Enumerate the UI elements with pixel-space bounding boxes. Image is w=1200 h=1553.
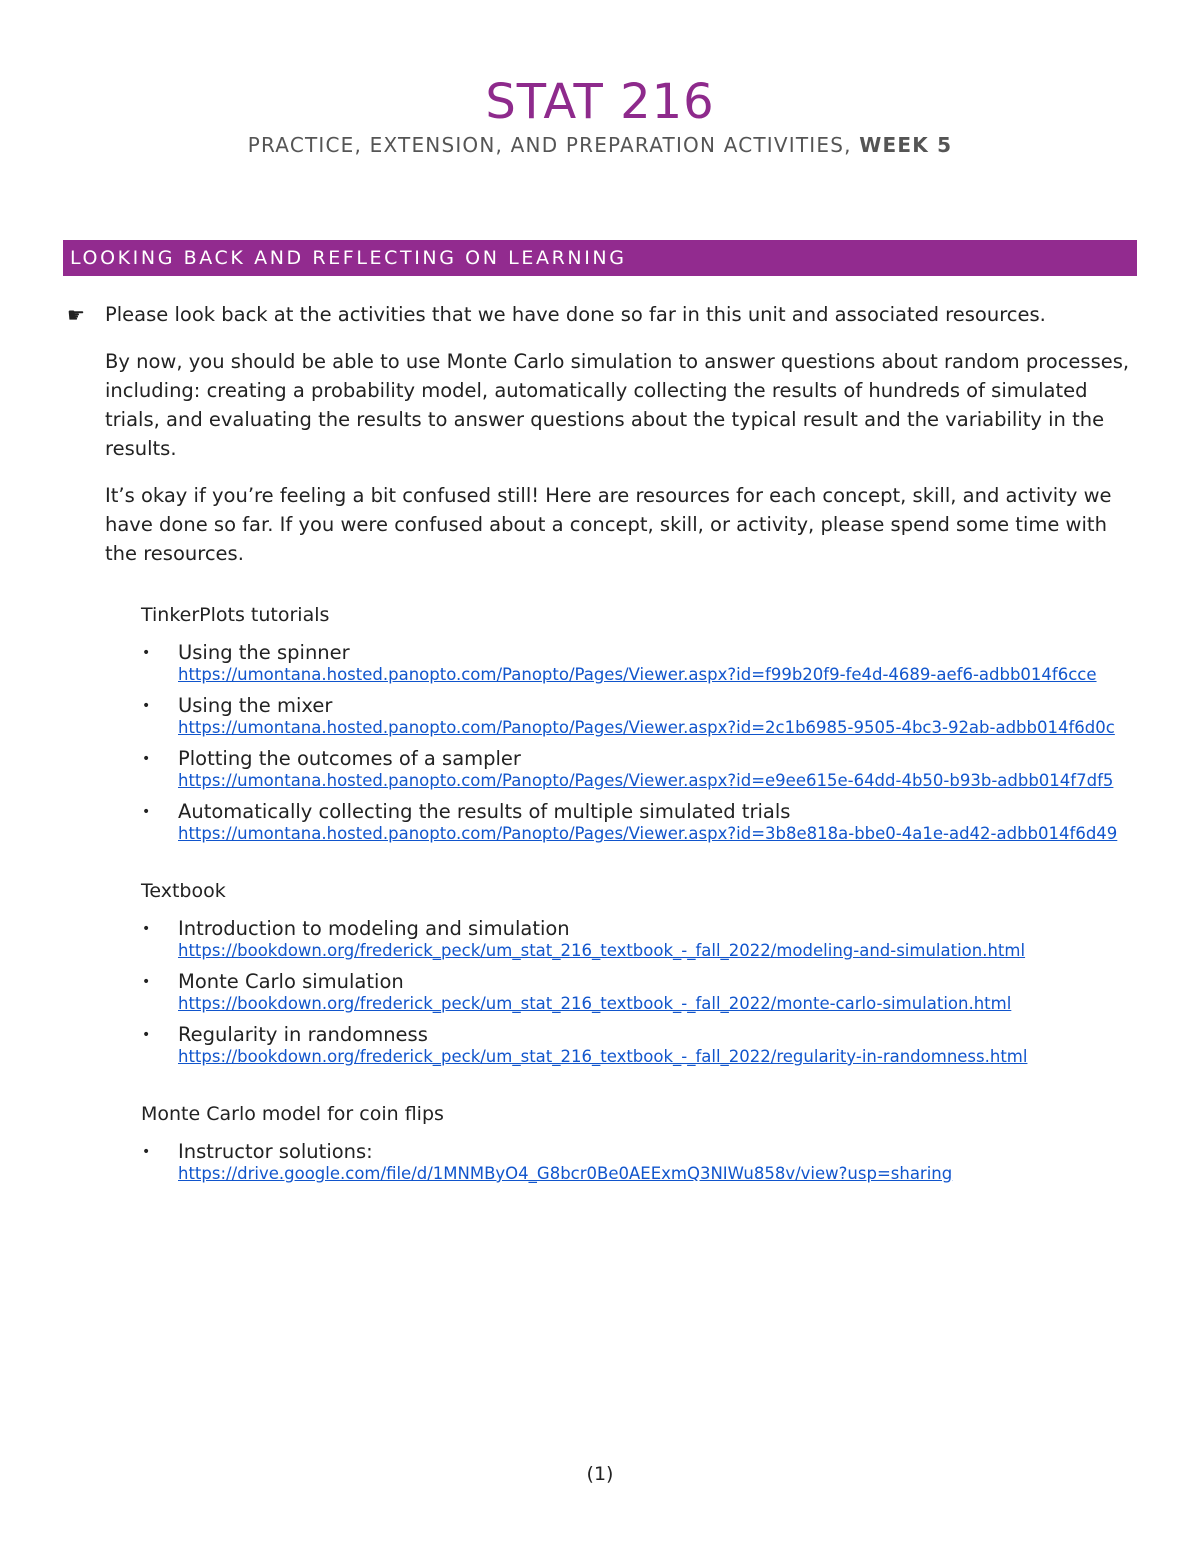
bullet-icon: • [142,1027,151,1043]
resource-link[interactable]: https://bookdown.org/frederick_peck/um_stat_216_textbook_-_fall_2022/modeling-and-simulation.html [178,941,1026,960]
paragraph-monte-carlo: By now, you should be able to use Monte Carlo simulation to answer questions about random processes, including: creating a probability model, automatically collecting the results of hundreds of simulated trials, and evaluating the results to answer questions about the typical result and the variability in the results. [105,350,1130,460]
bullet-icon: • [142,751,151,767]
bullet-icon: • [142,645,151,661]
list-item [142,1140,1137,1184]
list-item [142,800,1137,844]
section-heading-bar [63,240,1137,276]
paragraph-resources: It’s okay if you’re feeling a bit confused still! Here are resources for each concept, skill, and activity we have done so far. If you were confused about a concept, skill, or activity, please spend some time with the resources. [105,484,1112,565]
resource-link[interactable]: https://drive.google.com/file/d/1MNMByO4_G8bcr0Be0AEExmQ3NIWu858v/view?usp=sharing [178,1164,953,1183]
list-item [142,694,1137,738]
group-heading-tinkerplots: TinkerPlots tutorials [141,604,330,626]
resource-label: Instructor solutions: [178,1140,373,1163]
section-content [63,300,1137,1194]
list-item [142,641,1137,685]
tinkerplots-list [63,642,1137,844]
bullet-icon: • [142,1144,151,1160]
group-heading-coin-flips: Monte Carlo model for coin flips [141,1103,444,1125]
resource-label: Introduction to modeling and simulation [178,917,570,940]
resource-label: Regularity in randomness [178,1023,428,1046]
bullet-icon: • [142,804,151,820]
resource-label: Plotting the outcomes of a sampler [178,747,521,770]
bullet-icon: • [142,698,151,714]
resource-link[interactable]: https://umontana.hosted.panopto.com/Panopto/Pages/Viewer.aspx?id=e9ee615e-64dd-4b50-b93b-adbb014f7df5 [178,771,1114,790]
resource-label: Using the mixer [178,694,333,717]
list-item [142,747,1137,791]
list-item [142,917,1137,961]
list-item [142,1023,1137,1067]
resource-link[interactable]: https://bookdown.org/frederick_peck/um_stat_216_textbook_-_fall_2022/regularity-in-randomness.html [178,1047,1028,1066]
textbook-list [63,918,1137,1067]
bullet-icon: • [142,974,151,990]
group-heading-textbook: Textbook [141,880,226,902]
list-item [142,970,1137,1014]
resource-label: Using the spinner [178,641,350,664]
resource-link[interactable]: https://umontana.hosted.panopto.com/Panopto/Pages/Viewer.aspx?id=2c1b6985-9505-4bc3-92ab-adbb014f6d0c [178,718,1115,737]
subtitle-prefix: PRACTICE, EXTENSION, AND PREPARATION ACTIVITIES, [247,133,852,157]
bullet-icon: • [142,921,151,937]
resource-label: Automatically collecting the results of multiple simulated trials [178,800,791,823]
document-subtitle [0,132,1200,158]
lead-paragraph [63,300,1137,329]
subtitle-week: WEEK 5 [859,133,953,157]
document-title: STAT 216 [485,74,715,130]
pointing-hand-icon: ☛ [67,303,85,327]
resource-link[interactable]: https://bookdown.org/frederick_peck/um_stat_216_textbook_-_fall_2022/monte-carlo-simulation.html [178,994,1012,1013]
page-number: (1) [586,1463,614,1485]
lead-text: Please look back at the activities that we have done so far in this unit and associated resources. [105,303,1046,326]
resource-link[interactable]: https://umontana.hosted.panopto.com/Panopto/Pages/Viewer.aspx?id=f99b20f9-fe4d-4689-aef6-adbb014f6cce [178,665,1097,684]
resource-label: Monte Carlo simulation [178,970,404,993]
resource-link[interactable]: https://umontana.hosted.panopto.com/Panopto/Pages/Viewer.aspx?id=3b8e818a-bbe0-4a1e-ad42-adbb014f6d49 [178,824,1118,843]
section-heading: LOOKING BACK AND REFLECTING ON LEARNING [70,247,627,269]
coin-flips-list [63,1141,1137,1184]
